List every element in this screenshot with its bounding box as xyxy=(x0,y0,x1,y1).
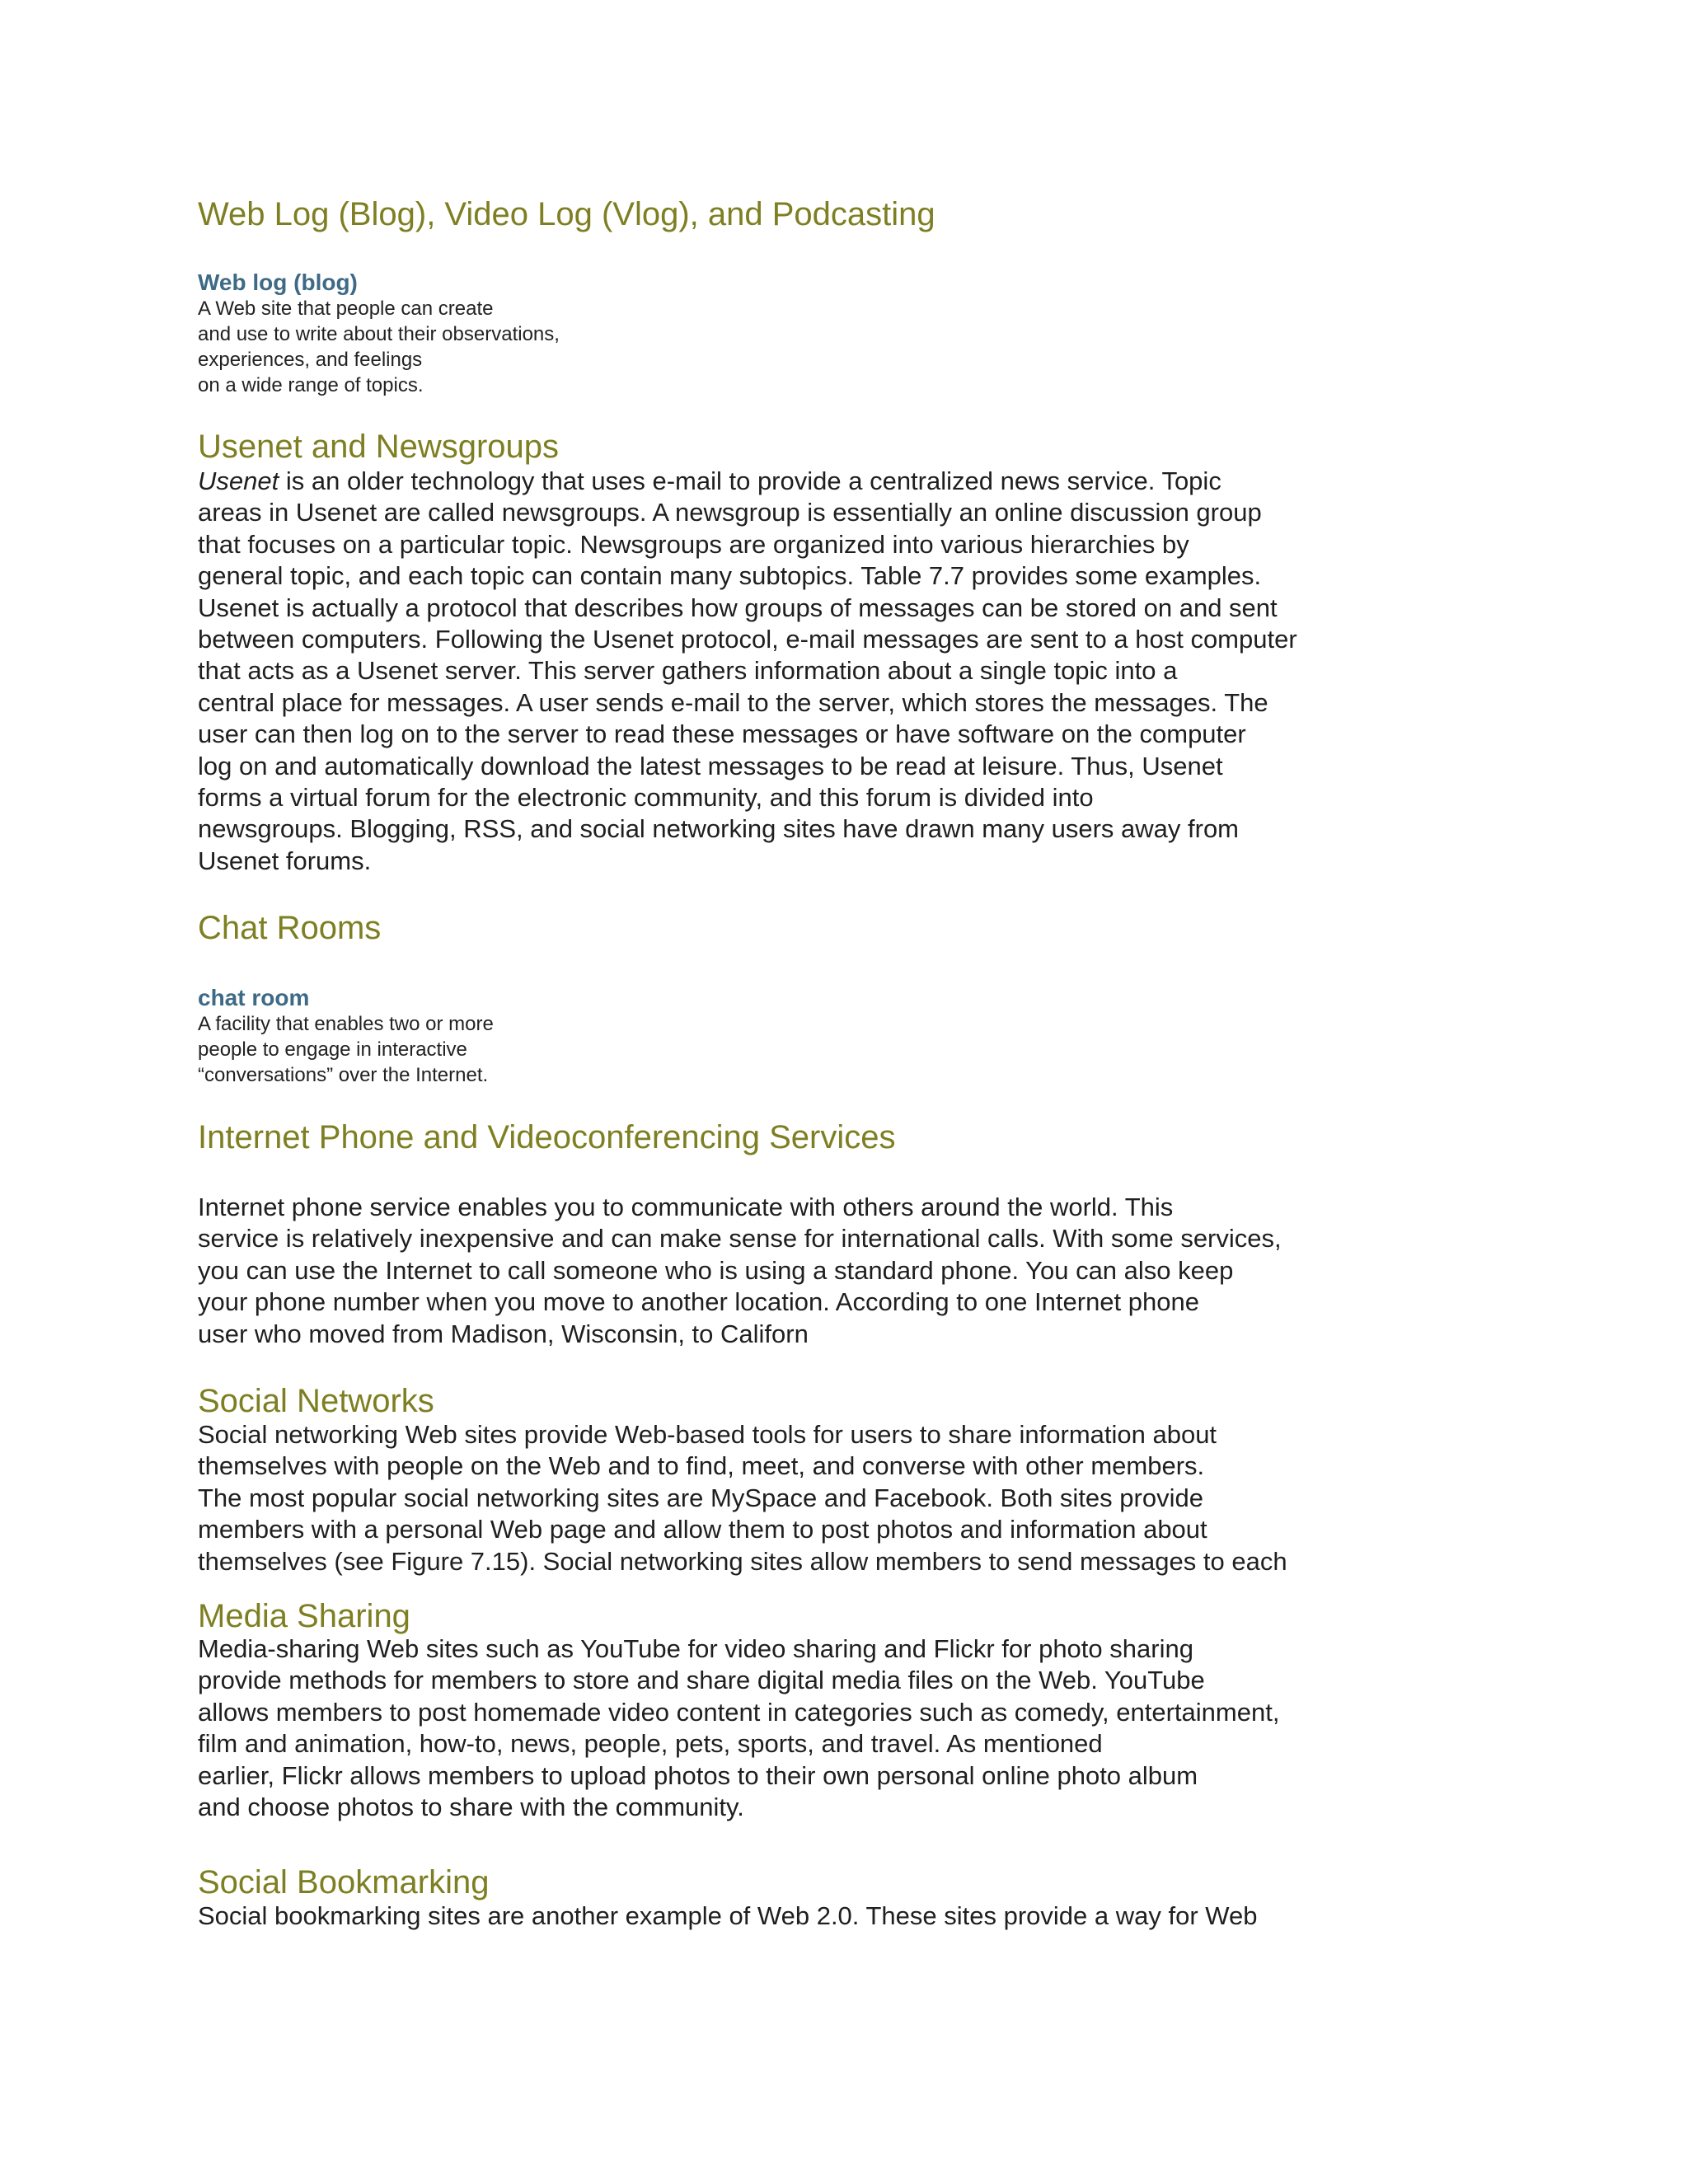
paragraph-line: allows members to post homemade video content in categories such as comedy, entertainment, xyxy=(198,1697,1280,1727)
section-heading-social-networks: Social Networks xyxy=(198,1383,434,1419)
definition-line: people to engage in interactive xyxy=(198,1038,467,1061)
definition-line: “conversations” over the Internet. xyxy=(198,1064,489,1086)
paragraph-line: that focuses on a particular topic. Newsgroups are organized into various hierarchies by xyxy=(198,529,1189,559)
paragraph-line: earlier, Flickr allows members to upload photos to their own personal online photo album xyxy=(198,1760,1198,1790)
paragraph-line: log on and automatically download the latest messages to be read at leisure. Thus, Usenet xyxy=(198,751,1223,780)
paragraph-line: The most popular social networking sites are MySpace and Facebook. Both sites provide xyxy=(198,1483,1203,1512)
paragraph-line: you can use the Internet to call someone who is using a standard phone. You can also keep xyxy=(198,1255,1234,1285)
paragraph-social-bookmarking xyxy=(198,1900,1257,1932)
glossary-term-chat-room: chat room xyxy=(198,985,310,1010)
paragraph-line: Usenet is actually a protocol that describes how groups of messages can be stored on and sent xyxy=(198,593,1278,622)
paragraph-line: forms a virtual forum for the electronic community, and this forum is divided into xyxy=(198,783,1094,813)
paragraph-line: themselves (see Figure 7.15). Social networking sites allow members to send messages to each xyxy=(198,1546,1287,1576)
glossary-definition-blog xyxy=(198,296,560,398)
paragraph-line: members with a personal Web page and allow them to post photos and information about xyxy=(198,1515,1207,1544)
section-heading-social-bookmarking: Social Bookmarking xyxy=(198,1864,490,1900)
paragraph-line: newsgroups. Blogging, RSS, and social networking sites have drawn many users away from xyxy=(198,814,1240,844)
paragraph-line: central place for messages. A user sends e-mail to the server, which stores the messages. The xyxy=(198,687,1268,717)
paragraph-line: and choose photos to share with the community. xyxy=(198,1793,744,1822)
definition-line: A Web site that people can create xyxy=(198,298,494,320)
definition-line: experiences, and feelings xyxy=(198,349,423,371)
paragraph-usenet xyxy=(198,466,1297,877)
paragraph-internet-phone xyxy=(198,1192,1282,1350)
section-heading-blog: Web Log (Blog), Video Log (Vlog), and Podcasting xyxy=(198,196,935,232)
definition-line: on a wide range of topics. xyxy=(198,374,424,396)
paragraph-line: Usenet forums. xyxy=(198,846,372,875)
paragraph-line: themselves with people on the Web and to find, meet, and converse with other members. xyxy=(198,1451,1205,1481)
paragraph-line: service is relatively inexpensive and can make sense for international calls. With some services, xyxy=(198,1224,1282,1254)
paragraph-line: that acts as a Usenet server. This server gathers information about a single topic into a xyxy=(198,656,1178,686)
definition-line: A facility that enables two or more xyxy=(198,1013,494,1035)
paragraph-line: your phone number when you move to another location. According to one Internet phone xyxy=(198,1287,1199,1317)
paragraph-line: user can then log on to the server to read these messages or have software on the computer xyxy=(198,719,1246,749)
paragraph-line: general topic, and each topic can contain many subtopics. Table 7.7 provides some examples. xyxy=(198,561,1262,591)
paragraph-line xyxy=(198,466,1297,497)
italic-term-usenet: Usenet xyxy=(198,466,279,495)
glossary-term-blog: Web log (blog) xyxy=(198,269,358,295)
paragraph-line: provide methods for members to store and share digital media files on the Web. YouTube xyxy=(198,1666,1205,1695)
section-heading-usenet: Usenet and Newsgroups xyxy=(198,429,560,465)
paragraph-line: user who moved from Madison, Wisconsin, to Californ xyxy=(198,1319,809,1348)
paragraph-media-sharing xyxy=(198,1633,1279,1823)
paragraph-line: areas in Usenet are called newsgroups. A newsgroup is essentially an online discussion group xyxy=(198,498,1262,527)
section-heading-media-sharing: Media Sharing xyxy=(198,1598,410,1634)
definition-line: and use to write about their observations, xyxy=(198,323,560,345)
paragraph-line: Media-sharing Web sites such as YouTube for video sharing and Flickr for photo sharing xyxy=(198,1634,1193,1663)
lead-text: is an older technology that uses e-mail to provide a centralized news service. Topic xyxy=(279,466,1221,495)
paragraph-line: Social networking Web sites provide Web-based tools for users to share information about xyxy=(198,1420,1217,1449)
section-heading-internet-phone: Internet Phone and Videoconferencing Services xyxy=(198,1119,896,1155)
section-heading-chat-rooms: Chat Rooms xyxy=(198,910,382,946)
paragraph-line: film and animation, how-to, news, people, pets, sports, and travel. As mentioned xyxy=(198,1729,1103,1759)
paragraph-line: Internet phone service enables you to communicate with others around the world. This xyxy=(198,1193,1174,1221)
paragraph-line: Social bookmarking sites are another example of Web 2.0. These sites provide a way for Web xyxy=(198,1901,1258,1930)
glossary-definition-chat-room xyxy=(198,1011,494,1088)
paragraph-social-networks xyxy=(198,1419,1287,1577)
paragraph-line: between computers. Following the Usenet protocol, e-mail messages are sent to a host computer xyxy=(198,625,1297,654)
